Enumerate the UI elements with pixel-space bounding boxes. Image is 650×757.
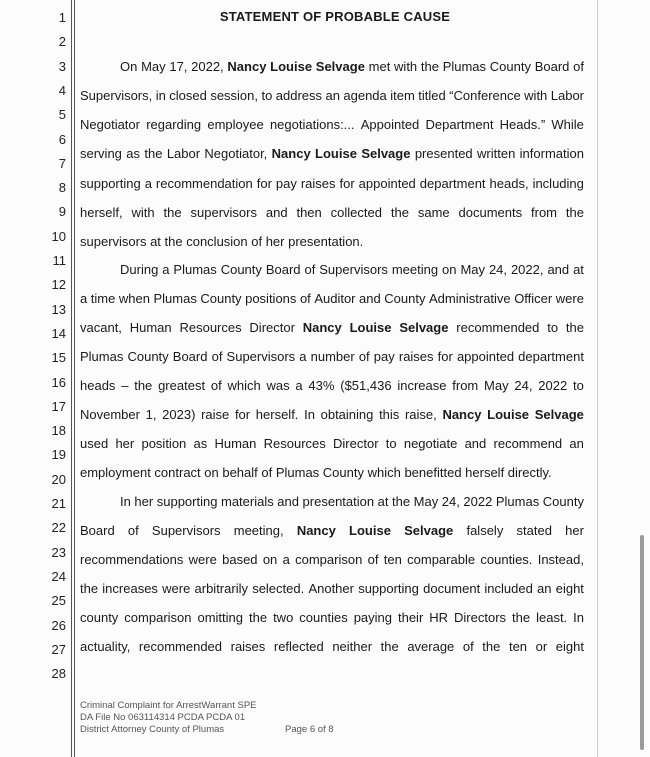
word: to — [572, 378, 584, 393]
word: appointed — [456, 349, 515, 364]
word: 2023) — [162, 407, 196, 422]
word: counties. — [480, 552, 533, 567]
word: and — [359, 291, 381, 306]
word: heads, — [489, 176, 529, 191]
word: supporting — [156, 494, 218, 509]
text-line — [80, 176, 584, 192]
word: Nancy — [442, 407, 482, 422]
text-run: employment contract on behalf of Plumas County which benefitted herself directly. — [80, 465, 552, 480]
word: Negotiator, — [204, 146, 268, 161]
line-number: 22 — [51, 520, 66, 536]
word: and — [464, 436, 487, 451]
word: Board — [265, 262, 301, 277]
word: which — [227, 378, 261, 393]
line-number: 4 — [58, 82, 66, 98]
word: comparison — [124, 610, 192, 625]
word: from — [452, 378, 479, 393]
word: a — [299, 349, 307, 364]
word: increase — [397, 378, 447, 393]
line-number: 6 — [58, 131, 66, 147]
word: Human — [129, 320, 172, 335]
line-number: 14 — [51, 325, 66, 341]
word: raise — [201, 407, 230, 422]
word: of — [304, 262, 316, 277]
word: 2022 — [463, 494, 493, 509]
word: supervisors — [190, 205, 257, 220]
word: ten — [383, 552, 402, 567]
word: 2022, — [191, 59, 224, 74]
word: the — [134, 378, 153, 393]
text-line — [80, 262, 584, 278]
word: supporting — [80, 176, 141, 191]
word: the — [565, 320, 584, 335]
text-line — [80, 378, 584, 394]
word: raises — [398, 349, 434, 364]
word: or — [535, 639, 548, 654]
word: Supervisors — [226, 349, 296, 364]
word: position — [141, 436, 187, 451]
word: herself, — [80, 205, 123, 220]
word: Selvage — [361, 146, 411, 161]
word: were — [555, 291, 584, 306]
word: Appointed — [360, 117, 420, 132]
word: a — [162, 262, 170, 277]
text-line — [80, 205, 584, 221]
word: department — [419, 176, 486, 191]
word: County — [542, 494, 584, 509]
word: the — [512, 610, 531, 625]
margin-rule-left — [71, 0, 72, 757]
word: session, — [210, 88, 259, 103]
word: Board — [534, 59, 570, 74]
word: stated — [516, 523, 552, 538]
word: recommended — [138, 639, 223, 654]
word: presentation — [302, 494, 375, 509]
line-number: 1 — [58, 10, 66, 25]
word: 24, — [441, 494, 460, 509]
line-number: 26 — [51, 617, 66, 633]
word: to — [547, 320, 559, 335]
word: her — [115, 436, 135, 451]
word: recommendations — [80, 552, 184, 567]
word: an — [325, 88, 340, 103]
line-number: 2 — [58, 34, 66, 50]
footer-line-3: District Attorney County of Plumas — [80, 724, 225, 735]
word: Directors — [454, 610, 507, 625]
word: Instead, — [537, 552, 584, 567]
word: of — [462, 639, 474, 654]
word: greatest — [158, 378, 206, 393]
word: Plumas — [495, 494, 540, 509]
word: vacant, — [80, 320, 122, 335]
word: County — [200, 291, 242, 306]
word: counties — [299, 610, 348, 625]
word: titled — [418, 88, 446, 103]
text-line — [80, 407, 584, 423]
footer-page-number: Page 6 of 8 — [285, 724, 334, 735]
word: Nancy — [302, 320, 342, 335]
footer-line-1: Criminal Complaint for ArrestWarrant SPE — [80, 700, 257, 711]
word: Another — [308, 581, 354, 596]
word: Nancy — [296, 523, 336, 538]
line-number: 18 — [51, 423, 66, 439]
word: used — [80, 436, 109, 451]
word: pay — [373, 349, 395, 364]
word: recommend — [493, 436, 563, 451]
word: as — [126, 146, 141, 161]
word: was — [266, 378, 290, 393]
word: on — [442, 262, 457, 277]
word: with — [394, 59, 418, 74]
word: actuality, — [80, 639, 131, 654]
word: positions — [245, 291, 297, 306]
word: Supervisors — [319, 262, 388, 277]
word: Selvage — [315, 59, 365, 74]
word: reflected — [273, 639, 324, 654]
line-number: 20 — [51, 471, 66, 487]
word: 24, — [514, 378, 533, 393]
word: from — [531, 205, 558, 220]
line-number: 23 — [51, 544, 66, 560]
line-number: 15 — [51, 350, 66, 366]
word: Selvage — [399, 320, 449, 335]
word: increases — [102, 581, 158, 596]
text-line — [80, 320, 584, 336]
word: Board — [172, 349, 208, 364]
word: serving — [80, 146, 122, 161]
text-line — [80, 234, 584, 250]
text-line — [80, 581, 584, 597]
word: Plumas — [153, 291, 197, 306]
word: pay — [275, 176, 297, 191]
word: in — [155, 88, 166, 103]
word: were — [188, 552, 217, 567]
word: Plumas — [173, 262, 217, 277]
line-number: 9 — [58, 204, 66, 220]
word: an — [569, 436, 584, 451]
word: May — [413, 494, 439, 509]
word: eight — [555, 639, 584, 654]
word: her — [134, 494, 154, 509]
word: the — [80, 581, 99, 596]
word: collected — [330, 205, 382, 220]
word: same — [417, 205, 450, 220]
word: least. — [536, 610, 568, 625]
word: Department — [425, 117, 494, 132]
line-number: 12 — [51, 277, 66, 293]
word: omitting — [197, 610, 244, 625]
word: to — [261, 88, 273, 103]
line-number: 24 — [51, 568, 66, 584]
text-line — [80, 59, 584, 75]
word: address — [275, 88, 323, 103]
word: selected. — [252, 581, 305, 596]
word: county — [80, 610, 119, 625]
word: HR — [429, 610, 449, 625]
word: for — [234, 407, 251, 422]
word: for — [339, 176, 355, 191]
word: met — [368, 59, 391, 74]
word: this — [379, 407, 400, 422]
word: Louise — [487, 407, 530, 422]
word: the — [249, 610, 268, 625]
text-line — [80, 349, 584, 365]
word: Director — [333, 436, 379, 451]
word: of — [358, 349, 370, 364]
word: 24, — [488, 262, 508, 277]
line-number: 27 — [51, 641, 66, 657]
word: raise, — [404, 407, 437, 422]
word: Nancy — [227, 59, 267, 74]
word: their — [397, 610, 424, 625]
word: Selvage — [534, 407, 584, 422]
word: raises — [300, 176, 336, 191]
word: Louise — [270, 59, 313, 74]
word: Board — [80, 523, 115, 538]
word: Officer — [514, 291, 553, 306]
word: – — [121, 378, 129, 393]
word: of — [210, 378, 222, 393]
word: employee — [207, 117, 264, 132]
word: While — [551, 117, 584, 132]
word: 1, — [145, 407, 157, 422]
word: Human — [214, 436, 257, 451]
word: County — [489, 59, 531, 74]
word: the — [482, 639, 501, 654]
word: In — [573, 610, 584, 625]
word: the — [380, 639, 399, 654]
word: for — [256, 176, 272, 191]
word: and — [547, 262, 570, 277]
word: with — [131, 205, 155, 220]
word: agenda — [343, 88, 387, 103]
word: Labor — [550, 88, 584, 103]
word: of — [367, 552, 379, 567]
word: an — [537, 581, 552, 596]
word: recommended — [456, 320, 540, 335]
line-number: 21 — [51, 496, 66, 511]
word: obtaining — [320, 407, 374, 422]
word: to — [385, 436, 397, 451]
word: 2022, — [510, 262, 544, 277]
text-line — [80, 465, 584, 481]
word: were — [162, 581, 191, 596]
line-number: 8 — [58, 180, 66, 196]
line-number: 3 — [58, 58, 66, 74]
margin-rule-left-inner — [74, 0, 75, 757]
word: two — [273, 610, 294, 625]
word: closed — [169, 88, 207, 103]
word: at — [377, 494, 389, 509]
word: 2022 — [538, 378, 568, 393]
word: negotiate — [403, 436, 458, 451]
line-number: 17 — [51, 398, 66, 414]
word: Negotiator — [80, 117, 140, 132]
word: the — [392, 494, 411, 509]
text-line — [80, 146, 584, 162]
text-line — [80, 117, 584, 133]
word: document — [423, 581, 481, 596]
word: as — [193, 436, 208, 451]
line-number: 10 — [51, 228, 66, 244]
word: Administrative — [429, 291, 511, 306]
word: In — [304, 407, 315, 422]
margin-rule-right — [597, 0, 598, 757]
word: average — [407, 639, 455, 654]
line-number: 11 — [52, 253, 66, 268]
text-line — [80, 610, 584, 626]
word: Supervisors — [151, 523, 221, 538]
text-line — [80, 552, 584, 568]
word: supporting — [358, 581, 419, 596]
word: documents — [458, 205, 523, 220]
word: for — [437, 349, 453, 364]
text-line — [80, 88, 584, 104]
word: eight — [555, 581, 584, 596]
word: Louise — [315, 146, 357, 161]
word: item — [390, 88, 415, 103]
word: ($51,436 — [340, 378, 392, 393]
word: including — [532, 176, 584, 191]
word: Plumas — [80, 349, 124, 364]
line-number: 19 — [51, 447, 66, 463]
text-line — [80, 639, 584, 655]
word: Louise — [349, 320, 392, 335]
word: May — [460, 262, 485, 277]
word: a — [144, 176, 152, 191]
line-number: 25 — [51, 593, 66, 609]
page-title: STATEMENT OF PROBABLE CAUSE — [219, 9, 451, 24]
word: arbitrarily — [194, 581, 248, 596]
word: based — [222, 552, 258, 567]
word: her — [565, 523, 584, 538]
word: written — [477, 146, 516, 161]
word: Auditor — [314, 291, 356, 306]
word: 43% — [308, 378, 335, 393]
text-run: supervisors at the conclusion of her presentation. — [80, 234, 364, 249]
word: Selvage — [404, 523, 454, 538]
word: of — [299, 291, 311, 306]
word: raises — [230, 639, 266, 654]
word: neither — [332, 639, 373, 654]
word: and — [277, 494, 299, 509]
word: a — [295, 378, 303, 393]
word: Resources — [179, 320, 242, 335]
word: meeting, — [233, 523, 284, 538]
word: department — [518, 349, 584, 364]
word: number — [310, 349, 355, 364]
word: and — [265, 205, 288, 220]
word: May — [484, 378, 509, 393]
text-line — [80, 523, 584, 539]
word: then — [296, 205, 322, 220]
word: the — [144, 146, 163, 161]
word: Nancy — [271, 146, 311, 161]
word: of — [573, 59, 584, 74]
word: materials — [221, 494, 274, 509]
word: information — [519, 146, 584, 161]
word: presented — [414, 146, 473, 161]
word: time — [90, 291, 116, 306]
word: the — [390, 205, 409, 220]
word: the — [163, 205, 182, 220]
line-number: 7 — [58, 155, 66, 171]
word: Director — [249, 320, 295, 335]
word: paying — [353, 610, 392, 625]
line-number: 5 — [58, 107, 66, 123]
scrollbar[interactable] — [640, 535, 644, 750]
word: regarding — [146, 117, 202, 132]
word: Resources — [263, 436, 326, 451]
word: recommendation — [155, 176, 253, 191]
word: During — [120, 262, 159, 277]
word: a — [282, 552, 290, 567]
word: May — [141, 59, 166, 74]
word: appointed — [358, 176, 416, 191]
word: comparison — [295, 552, 363, 567]
word: November — [80, 407, 140, 422]
word: at — [573, 262, 584, 277]
word: a — [80, 291, 88, 306]
word: 17, — [169, 59, 188, 74]
word: of — [211, 349, 223, 364]
word: the — [420, 59, 439, 74]
word: comparable — [407, 552, 476, 567]
word: meeting — [391, 262, 439, 277]
line-number: 13 — [51, 301, 66, 317]
word: County — [127, 349, 169, 364]
word: with — [524, 88, 548, 103]
word: herself. — [255, 407, 299, 422]
text-line — [80, 494, 584, 510]
text-line — [80, 436, 584, 452]
word: when — [118, 291, 150, 306]
word: ten — [508, 639, 528, 654]
word: Plumas — [442, 59, 487, 74]
text-line — [80, 291, 584, 307]
word: negotiations:... — [269, 117, 355, 132]
word: “Conference — [449, 88, 521, 103]
word: Labor — [166, 146, 201, 161]
word: In — [120, 494, 131, 509]
word: included — [484, 581, 533, 596]
line-number: 16 — [51, 374, 66, 390]
word: falsely — [466, 523, 504, 538]
word: County — [220, 262, 262, 277]
word: the — [565, 205, 584, 220]
word: On — [120, 59, 138, 74]
footer-line-2: DA File No 063114314 PCDA PCDA 01 — [80, 712, 246, 723]
word: County — [384, 291, 426, 306]
line-number: 28 — [51, 666, 66, 682]
word: on — [262, 552, 278, 567]
word: Louise — [349, 523, 391, 538]
word: Supervisors, — [80, 88, 153, 103]
word: of — [127, 523, 139, 538]
word: Heads.” — [499, 117, 546, 132]
word: heads — [80, 378, 116, 393]
